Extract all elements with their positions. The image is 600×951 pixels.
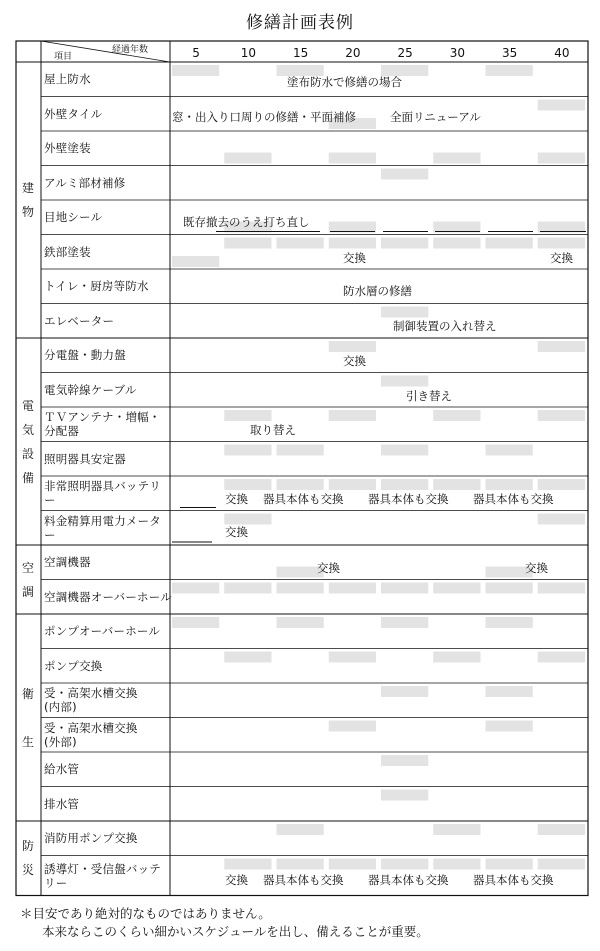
schedule-bar <box>224 583 271 594</box>
schedule-bar <box>172 617 219 628</box>
schedule-note: 防水層の修繕 <box>343 284 412 298</box>
schedule-bar <box>538 652 585 663</box>
schedule-bar <box>538 479 585 490</box>
schedule-bar <box>381 755 428 766</box>
schedule-bar <box>486 65 533 76</box>
schedule-bar <box>277 238 324 249</box>
schedule-bar <box>486 686 533 697</box>
schedule-bar <box>381 169 428 180</box>
schedule-bar <box>486 617 533 628</box>
years-header: 経過年数 <box>112 45 149 55</box>
schedule-note: 器具本体も交換 <box>368 492 449 506</box>
schedule-bar <box>277 479 324 490</box>
year-header: 25 <box>397 46 413 60</box>
schedule-bar <box>538 238 585 249</box>
schedule-bar <box>277 583 324 594</box>
row-item-name: エレベーター <box>44 313 115 328</box>
schedule-note: 交換 <box>525 561 548 575</box>
row-item-name: 電気幹線ケーブル <box>44 382 137 397</box>
schedule-bar <box>224 652 271 663</box>
schedule-note: 交換 <box>225 872 248 887</box>
schedule-note: 交換 <box>343 250 366 265</box>
schedule-bar <box>224 859 271 870</box>
row-item-name: 分電盤・動力盤 <box>44 348 126 363</box>
row-item-name: ＴＶアンテナ・増幅・分配器 <box>44 410 161 439</box>
schedule-bar <box>224 514 271 525</box>
category-label: 建 物 <box>21 181 34 219</box>
schedule-bar <box>433 479 480 490</box>
schedule-bar <box>486 479 533 490</box>
schedule-bar <box>329 652 376 663</box>
schedule-note: 器具本体も交換 <box>473 492 554 506</box>
schedule-note: 交換 <box>225 492 248 506</box>
schedule-bar <box>329 479 376 490</box>
schedule-bar <box>172 65 219 76</box>
schedule-bar <box>329 222 376 233</box>
schedule-bar <box>433 652 480 663</box>
schedule-note: 全面リニューアル <box>390 109 481 124</box>
schedule-bar <box>538 153 585 164</box>
schedule-bar <box>224 445 271 456</box>
schedule-note: 取り替え <box>250 423 296 437</box>
schedule-bar <box>538 514 585 525</box>
schedule-bar <box>381 445 428 456</box>
category-label: 衛 生 <box>21 686 34 749</box>
schedule-note: 交換 <box>550 250 573 265</box>
row-item-name: 空調機器オーバーホール <box>44 589 172 604</box>
row-item-name: アルミ部材補修 <box>44 175 126 190</box>
schedule-note: 交換 <box>343 354 366 368</box>
schedule-bar <box>538 859 585 870</box>
row-item-name: 受・高架水槽交換 (内部) <box>44 686 138 715</box>
schedule-note: 引き替え <box>406 388 452 403</box>
schedule-note: 器具本体も交換 <box>368 872 449 887</box>
row-item-name: 空調機器 <box>44 555 91 570</box>
year-header: 5 <box>192 46 200 60</box>
schedule-note: 交換 <box>317 561 340 575</box>
schedule-bar <box>277 617 324 628</box>
schedule-bar <box>381 617 428 628</box>
schedule-note: 器具本体も交換 <box>473 872 554 887</box>
category-label: 空 調 <box>21 560 34 599</box>
schedule-bar <box>538 341 585 352</box>
schedule-note: 窓・出入り口周りの修繕・平面補修 <box>172 109 356 124</box>
schedule-bar <box>381 583 428 594</box>
row-item-name: 屋上防水 <box>44 72 91 87</box>
row-item-name: 消防用ポンプ交換 <box>44 831 138 846</box>
schedule-bar <box>433 238 480 249</box>
page-title: 修繕計画表例 <box>246 13 354 33</box>
schedule-bar <box>329 859 376 870</box>
row-item-name: ポンプオーバーホール <box>44 624 161 639</box>
row-item-name: 照明器具安定器 <box>44 451 126 466</box>
schedule-note: 制御装置の入れ替え <box>393 318 497 333</box>
schedule-bar <box>224 479 271 490</box>
schedule-bar <box>329 238 376 249</box>
schedule-bar <box>433 222 480 233</box>
year-header: 30 <box>449 46 466 60</box>
schedule-bar <box>381 376 428 387</box>
row-item-name: 給水管 <box>44 762 80 777</box>
schedule-bar <box>329 153 376 164</box>
row-item-name: 誘導灯・受信盤バッテリー <box>44 861 161 890</box>
row-item-name: 鉄部塗装 <box>44 244 91 259</box>
schedule-bar <box>224 153 271 164</box>
schedule-note: 既存撤去のうえ打ち直し <box>183 215 310 229</box>
row-item-name: 非常照明器具バッテリー <box>44 479 161 508</box>
schedule-bar <box>381 307 428 318</box>
schedule-bar <box>381 859 428 870</box>
year-header: 40 <box>554 46 570 60</box>
schedule-bar <box>486 721 533 732</box>
year-header: 15 <box>292 46 309 60</box>
schedule-bar <box>224 410 271 421</box>
schedule-note: 器具本体も交換 <box>263 872 344 887</box>
schedule-bar <box>433 859 480 870</box>
row-item-name: 外壁塗装 <box>44 141 91 156</box>
schedule-bar <box>329 721 376 732</box>
schedule-bar <box>329 583 376 594</box>
year-header: 35 <box>501 46 518 60</box>
row-item-name: トイレ・厨房等防水 <box>44 279 149 294</box>
item-header: 項目 <box>54 52 73 62</box>
schedule-bar <box>486 238 533 249</box>
category-label: 電 気 設 備 <box>21 398 34 485</box>
row-item-name: 排水管 <box>44 796 80 811</box>
schedule-bar <box>277 859 324 870</box>
schedule-bar <box>486 445 533 456</box>
category-label: 防 災 <box>21 839 34 878</box>
schedule-bar <box>172 583 219 594</box>
schedule-bar <box>224 238 271 249</box>
schedule-bar <box>277 445 324 456</box>
row-item-name: 受・高架水槽交換 (外部) <box>44 720 138 749</box>
schedule-bar <box>433 410 480 421</box>
schedule-bar <box>486 583 533 594</box>
schedule-bar <box>381 479 428 490</box>
schedule-note: 交換 <box>225 524 248 539</box>
schedule-bar <box>486 859 533 870</box>
schedule-note: 器具本体も交換 <box>263 492 344 506</box>
year-header: 20 <box>345 46 361 60</box>
footer-note-2: 本来ならこのくらい細かいスケジュールを出し、備えることが重要。 <box>42 924 429 939</box>
schedule-bar <box>538 100 585 111</box>
schedule-bar <box>277 824 324 835</box>
schedule-bar <box>381 686 428 697</box>
row-item-name: 目地シール <box>44 210 103 225</box>
schedule-bar <box>538 583 585 594</box>
schedule-bar <box>538 410 585 421</box>
schedule-bar <box>433 583 480 594</box>
schedule-bar <box>329 410 376 421</box>
schedule-bar <box>381 238 428 249</box>
schedule-bar <box>381 790 428 801</box>
schedule-bar <box>329 341 376 352</box>
row-item-name: 外壁タイル <box>44 106 103 121</box>
schedule-note: 塗布防水で修繕の場合 <box>287 75 402 89</box>
schedule-bar <box>538 824 585 835</box>
schedule-bar <box>538 222 585 233</box>
schedule-bar <box>433 824 480 835</box>
schedule-bar <box>433 153 480 164</box>
year-header: 10 <box>240 46 257 60</box>
row-item-name: 料金精算用電力メーター <box>44 513 161 542</box>
footer-note: ＊目安であり絶対的なものではありません。 <box>20 906 271 921</box>
schedule-bar <box>172 256 219 267</box>
row-item-name: ポンプ交換 <box>44 658 103 673</box>
